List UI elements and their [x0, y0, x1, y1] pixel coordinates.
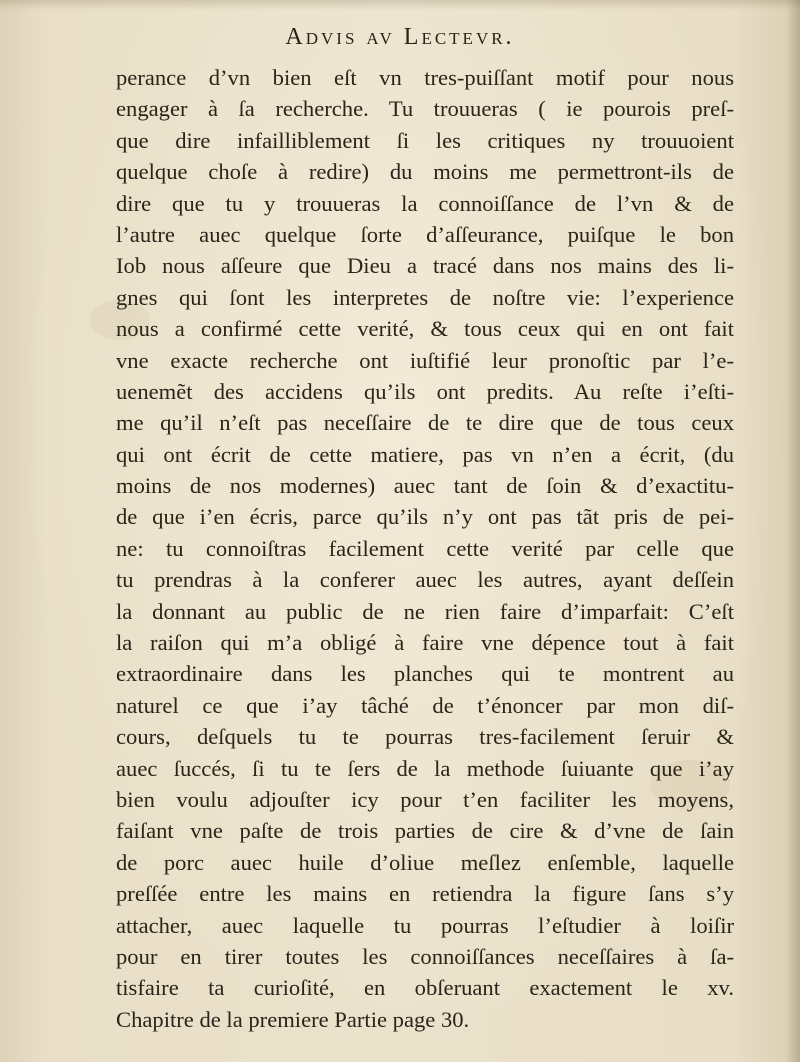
text-line: cours, deſquels tu te pourras tres-facilement ſeruir & — [116, 724, 734, 750]
text-line: Iob nous aſſeure que Dieu a tracé dans nos mains des li- — [116, 253, 734, 279]
text-line: auec ſuccés, ſi tu te ſers de la methode ſuiuante que i’ay — [116, 755, 734, 781]
text-line: de que i’en écris, parce qu’ils n’y ont pas tãt pris de pei- — [116, 504, 734, 530]
text-line: naturel ce que i’ay tâché de t’énoncer par mon diſ- — [116, 692, 734, 718]
page-top-edge — [0, 0, 800, 10]
text-line: ne: tu connoiſtras facilement cette verité par celle que — [116, 535, 734, 561]
text-line: qui ont écrit de cette matiere, pas vn n’en a écrit, (du — [116, 441, 734, 467]
text-line: la donnant au public de ne rien faire d’imparfait: C’eſt — [116, 598, 734, 624]
text-line: engager à ſa recherche. Tu trouueras ( ie pourois preſ- — [116, 96, 734, 122]
text-line: l’autre auec quelque ſorte d’aſſeurance, puiſque le bon — [116, 221, 734, 247]
text-line: extraordinaire dans les planches qui te montrent au — [116, 661, 734, 687]
text-line: vne exacte recherche ont iuſtifié leur pronoſtic par l’e- — [116, 347, 734, 373]
text-line: que dire infailliblement ſi les critiques ny trouuoient — [116, 127, 734, 153]
text-line: dire que tu y trouueras la connoiſſance de l’vn & de — [116, 190, 734, 216]
text-line: uenemẽt des accidens qu’ils ont predits. Au reſte i’eſti- — [116, 378, 734, 404]
text-line: Chapitre de la premiere Partie page 30. — [116, 1006, 470, 1032]
text-line: preſſée entre les mains en retiendra la figure ſans s’y — [116, 881, 734, 907]
text-line: pour en tirer toutes les connoiſſances neceſſaires à ſa- — [116, 943, 734, 969]
text-line: de porc auec huile d’oliue meſlez enſemble, laquelle — [116, 849, 734, 875]
body-text — [116, 62, 734, 1035]
text-line: attacher, auec laquelle tu pourras l’eſtudier à loiſir — [116, 912, 734, 938]
text-line: perance d’vn bien eſt vn tres-puiſſant motif pour nous — [116, 65, 734, 90]
text-line: faiſant vne paſte de trois parties de cire & d’vne de ſain — [116, 818, 734, 844]
text-line: bien voulu adjouſter icy pour t’en faciliter les moyens, — [116, 786, 734, 812]
text-line: moins de nos modernes) auec tant de ſoin & d’exactitu- — [116, 473, 734, 499]
text-line: gnes qui ſont les interpretes de noſtre vie: l’experience — [116, 284, 734, 310]
text-line: me qu’il n’eſt pas neceſſaire de te dire que de tous ceux — [116, 410, 734, 436]
page-spine-shadow — [786, 0, 800, 1062]
running-header: Advis av Lectevr. — [285, 24, 515, 50]
text-line: tu prendras à la conferer auec les autres, ayant deſſein — [116, 567, 734, 593]
text-line: la raiſon qui m’a obligé à faire vne dépence tout à fait — [116, 630, 734, 656]
text-line: tisfaire ta curioſité, en obſeruant exactement le xv. — [116, 975, 734, 1001]
text-line: nous a confirmé cette verité, & tous ceux qui en ont fait — [116, 316, 734, 342]
text-line: quelque choſe à redire) du moins me permettront-ils de — [116, 159, 734, 185]
